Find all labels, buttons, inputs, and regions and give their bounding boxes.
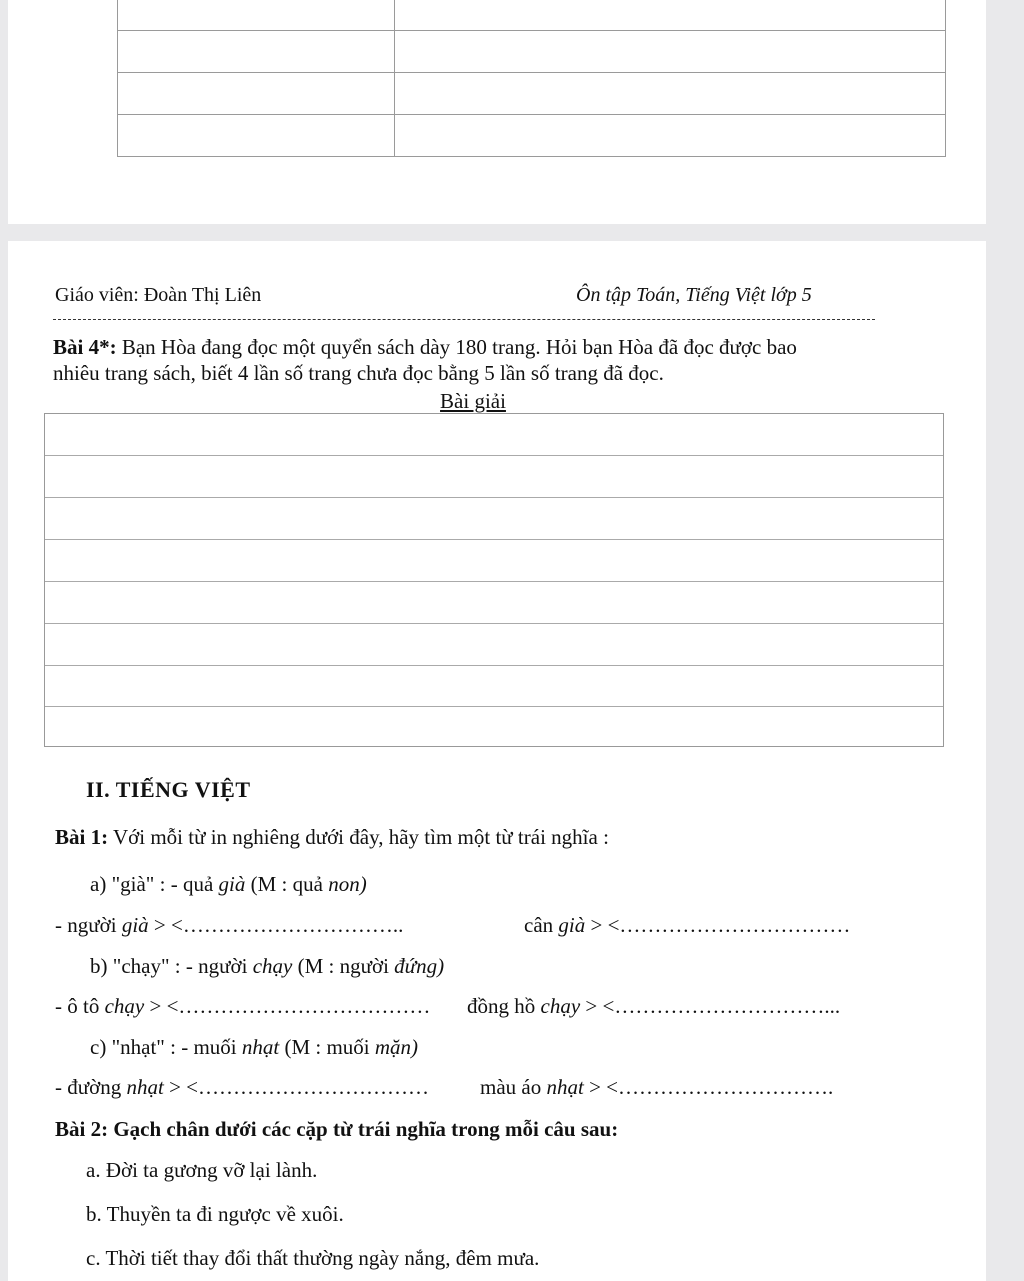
table-row <box>118 31 946 73</box>
problem-4-label: Bài 4*: <box>53 335 117 359</box>
item-c <box>90 1035 418 1060</box>
answer-line <box>45 455 943 456</box>
item-b-right-blank: > <…………………………... <box>580 994 841 1018</box>
problem-4-text-1: Bạn Hòa đang đọc một quyển sách dày 180 trang. Hỏi bạn Hòa đã đọc được bao <box>116 335 797 359</box>
item-a-right-blank: > <…………………………… <box>585 913 851 937</box>
list-item: b. Thuyền ta đi ngược về xuôi. <box>86 1202 344 1226</box>
answer-line <box>45 539 943 540</box>
worksheet-page <box>8 241 986 1281</box>
exercise-1 <box>55 825 609 850</box>
item-c-right-word: nhạt <box>546 1075 584 1099</box>
list-item: a. Đời ta gương vỡ lại lành. <box>86 1158 318 1182</box>
answer-line <box>45 706 943 707</box>
item-a-word: già <box>218 872 246 896</box>
item-b <box>90 954 444 979</box>
item-c-right <box>480 1075 833 1100</box>
item-b-right-word: chạy <box>540 994 581 1018</box>
header-divider <box>53 319 875 320</box>
answer-line <box>45 665 943 666</box>
subject-title: Ôn tập Toán, Tiếng Việt lớp 5 <box>576 284 812 306</box>
table-row <box>118 0 946 31</box>
item-a-left <box>55 913 403 938</box>
item-a-right-word: già <box>558 913 586 937</box>
solution-title: Bài giải <box>440 389 506 413</box>
item-b-left-word: chạy <box>104 994 145 1018</box>
item-c-left <box>55 1075 429 1100</box>
problem-4 <box>53 334 913 386</box>
item-a-left-prefix: - người <box>55 913 122 937</box>
item-a <box>90 872 367 897</box>
item-a-example: (M : quả <box>245 872 329 896</box>
item-c-prefix: c) "nhạt" : - muối <box>90 1035 242 1059</box>
problem-4-text-2: nhiêu trang sách, biết 4 lần số trang chưa đọc bằng 5 lần số trang đã đọc. <box>53 361 664 385</box>
list-item: c. Thời tiết thay đổi thất thường ngày nắng, đêm mưa. <box>86 1246 540 1270</box>
exercise-2-title: Bài 2: Gạch chân dưới các cặp từ trái nghĩa trong mỗi câu sau: <box>55 1117 619 1141</box>
previous-page <box>8 0 986 224</box>
answer-line <box>45 497 943 498</box>
item-c-right-blank: > <…………………………. <box>583 1075 834 1099</box>
teacher-name: Giáo viên: Đoàn Thị Liên <box>55 284 262 306</box>
table-row <box>118 115 946 157</box>
item-a-prefix: a) "già" : - quả <box>90 872 219 896</box>
item-a-left-word: già <box>121 913 149 937</box>
exercise-1-text: Với mỗi từ in nghiêng dưới đây, hãy tìm một từ trái nghĩa : <box>108 825 609 849</box>
item-b-example-word: đứng) <box>394 954 445 978</box>
item-b-word: chạy <box>252 954 293 978</box>
item-c-example-word: mặn) <box>374 1035 419 1059</box>
item-c-right-prefix: màu áo <box>480 1075 547 1099</box>
item-c-left-blank: > <…………………………… <box>163 1075 430 1099</box>
item-b-left <box>55 994 430 1019</box>
item-c-left-word: nhạt <box>126 1075 164 1099</box>
answer-line <box>45 581 943 582</box>
answer-line <box>45 623 943 624</box>
table-row <box>118 73 946 115</box>
item-b-left-blank: > <……………………………… <box>144 994 431 1018</box>
item-a-example-word: non) <box>328 872 367 896</box>
item-b-right-prefix: đồng hồ <box>467 994 541 1018</box>
item-b-example: (M : người <box>292 954 395 978</box>
item-c-word: nhạt <box>241 1035 280 1059</box>
item-b-prefix: b) "chạy" : - người <box>90 954 253 978</box>
item-b-left-prefix: - ô tô <box>55 994 105 1018</box>
item-c-example: (M : muối <box>279 1035 375 1059</box>
answer-lines-box <box>44 413 944 747</box>
exercise-1-label: Bài 1: <box>55 825 109 849</box>
blank-table <box>117 0 946 157</box>
item-a-left-blank: > <………………………….. <box>148 913 404 937</box>
item-a-right-prefix: cân <box>524 913 559 937</box>
item-a-right <box>524 913 850 938</box>
item-c-left-prefix: - đường <box>55 1075 127 1099</box>
item-b-right <box>467 994 840 1019</box>
section-title: II. TIẾNG VIỆT <box>86 777 251 802</box>
